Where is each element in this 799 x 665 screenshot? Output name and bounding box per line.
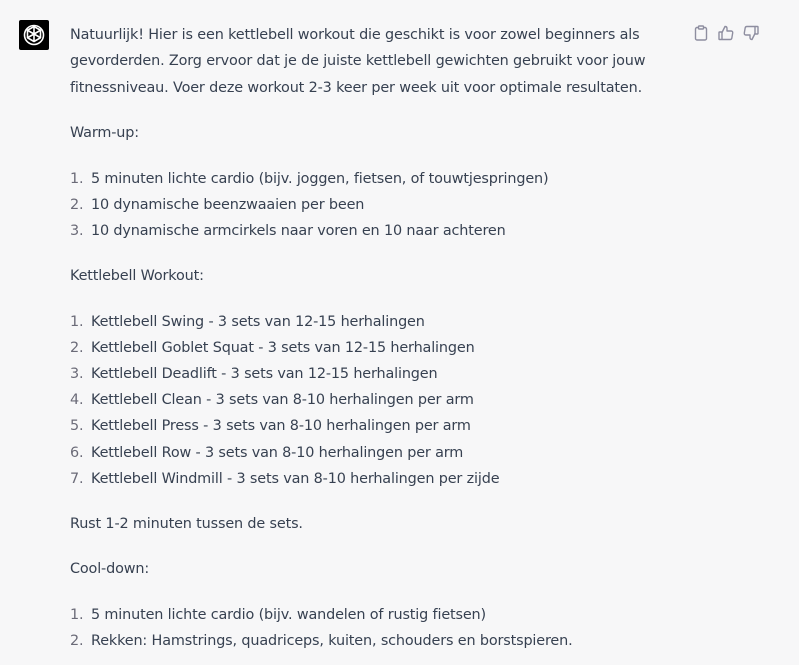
list-item bbox=[70, 602, 670, 628]
list-item bbox=[70, 166, 670, 192]
openai-logo-icon bbox=[19, 20, 49, 50]
list-text: Kettlebell Swing - 3 sets van 12-15 herhalingen bbox=[91, 313, 425, 330]
warmup-list bbox=[70, 166, 670, 245]
list-item bbox=[70, 361, 670, 387]
list-number: 6. bbox=[70, 444, 84, 461]
list-item bbox=[70, 466, 670, 492]
rest-paragraph: Rust 1-2 minuten tussen de sets. bbox=[70, 515, 303, 532]
message-actions bbox=[692, 24, 759, 41]
thumbs-down-button[interactable] bbox=[742, 24, 759, 41]
message-content bbox=[70, 22, 670, 665]
list-text: Kettlebell Goblet Squat - 3 sets van 12-15 herhalingen bbox=[91, 339, 475, 356]
list-text: 5 minuten lichte cardio (bijv. wandelen of rustig fietsen) bbox=[91, 606, 486, 623]
list-item bbox=[70, 387, 670, 413]
list-text: Kettlebell Press - 3 sets van 8-10 herhalingen per arm bbox=[91, 418, 471, 435]
thumbs-up-button[interactable] bbox=[717, 24, 734, 41]
list-text: 10 dynamische armcirkels naar voren en 10 naar achteren bbox=[91, 223, 506, 239]
list-item bbox=[70, 309, 670, 335]
list-text: Kettlebell Row - 3 sets van 8-10 herhalingen per arm bbox=[91, 444, 464, 461]
list-number: 3. bbox=[70, 365, 84, 382]
cooldown-heading: Cool-down: bbox=[70, 561, 150, 578]
list-number: 1. bbox=[70, 606, 84, 623]
list-item bbox=[70, 335, 670, 361]
list-item bbox=[70, 218, 670, 244]
list-number: 2. bbox=[70, 632, 84, 649]
clipboard-icon bbox=[694, 25, 708, 41]
list-item bbox=[70, 440, 670, 466]
cooldown-list bbox=[70, 602, 670, 654]
list-number: 1. bbox=[70, 170, 84, 187]
list-item bbox=[70, 628, 670, 654]
intro-paragraph: Natuurlijk! Hier is een kettlebell workout die geschikt is voor zowel beginners als gevorderden. Zorg ervoor dat je de juiste kettlebell gewichten gebruikt voor jouw fitnessniveau. Voer deze workout 2-3 keer per week uit voor optimale resultaten. bbox=[70, 27, 646, 96]
warmup-heading: Warm-up: bbox=[70, 125, 139, 142]
list-number: 1. bbox=[70, 313, 84, 330]
workout-list bbox=[70, 309, 670, 492]
list-text: 5 minuten lichte cardio (bijv. joggen, fietsen, of touwtjespringen) bbox=[91, 170, 549, 187]
workout-heading: Kettlebell Workout: bbox=[70, 268, 204, 285]
list-text: Kettlebell Deadlift - 3 sets van 12-15 herhalingen bbox=[91, 365, 438, 382]
thumbs-up-icon bbox=[718, 25, 734, 41]
list-number: 7. bbox=[70, 470, 84, 487]
list-number: 5. bbox=[70, 418, 84, 435]
list-number: 2. bbox=[70, 196, 84, 213]
list-number: 2. bbox=[70, 339, 84, 356]
list-item bbox=[70, 413, 670, 439]
assistant-avatar bbox=[19, 20, 49, 50]
list-text: 10 dynamische beenzwaaien per been bbox=[91, 196, 365, 213]
list-text: Rekken: Hamstrings, quadriceps, kuiten, schouders en borstspieren. bbox=[91, 632, 573, 649]
list-item bbox=[70, 192, 670, 218]
copy-button[interactable] bbox=[692, 24, 709, 41]
list-text: Kettlebell Clean - 3 sets van 8-10 herhalingen per arm bbox=[91, 392, 474, 409]
thumbs-down-icon bbox=[743, 25, 759, 41]
list-number: 3. bbox=[70, 223, 84, 239]
list-number: 4. bbox=[70, 392, 84, 409]
list-text: Kettlebell Windmill - 3 sets van 8-10 herhalingen per zijde bbox=[91, 470, 500, 487]
